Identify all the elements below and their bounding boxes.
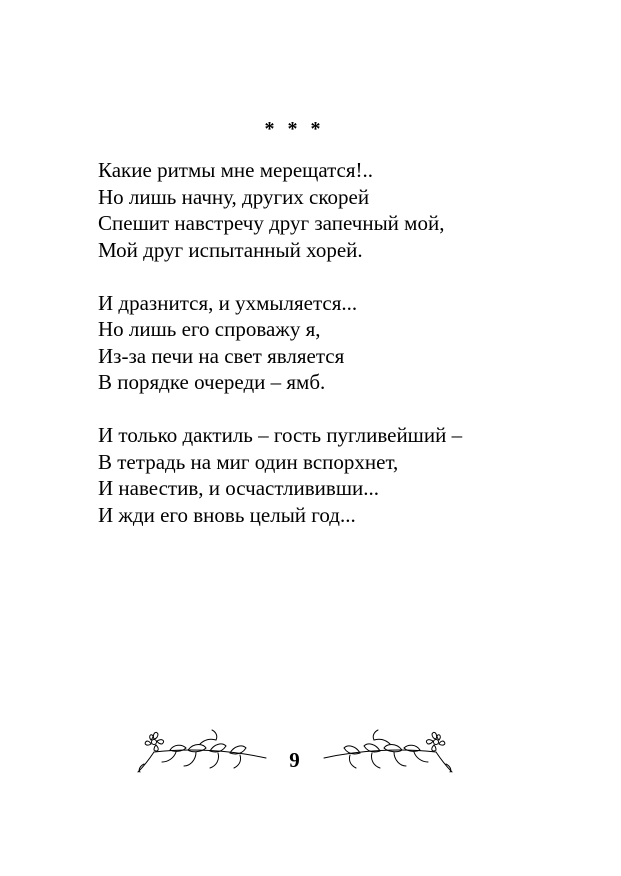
poem-line: И только дактиль – гость пугливейший – bbox=[98, 423, 463, 447]
stanza bbox=[98, 157, 598, 263]
poem bbox=[98, 157, 598, 555]
poem-line: И жди его вновь целый год... bbox=[98, 502, 356, 527]
poem-line: Спешит навстречу друг запечный мой, bbox=[98, 211, 445, 235]
poem-line: Какие ритмы мне мерещатся!.. bbox=[98, 158, 374, 182]
poem-line: И дразнится, и ухмыляется... bbox=[98, 290, 358, 315]
poem-line: И навестив, и осчастлививши... bbox=[98, 476, 379, 500]
poem-line: Но лишь его спроважу я, bbox=[98, 317, 321, 341]
poem-line: Из-за печи на свет является bbox=[98, 343, 345, 368]
stanza bbox=[98, 422, 598, 528]
poem-line: Мой друг испытанный хорей. bbox=[98, 237, 363, 262]
poem-line: В порядке очереди – ямб. bbox=[98, 370, 326, 394]
poem-line: В тетрадь на миг один вспорхнет, bbox=[98, 449, 399, 474]
section-divider-asterisks: * * * bbox=[264, 118, 325, 140]
stanza bbox=[98, 290, 598, 396]
page-number: 9 bbox=[289, 748, 300, 772]
poem-line: Но лишь начну, других скорей bbox=[98, 184, 370, 209]
